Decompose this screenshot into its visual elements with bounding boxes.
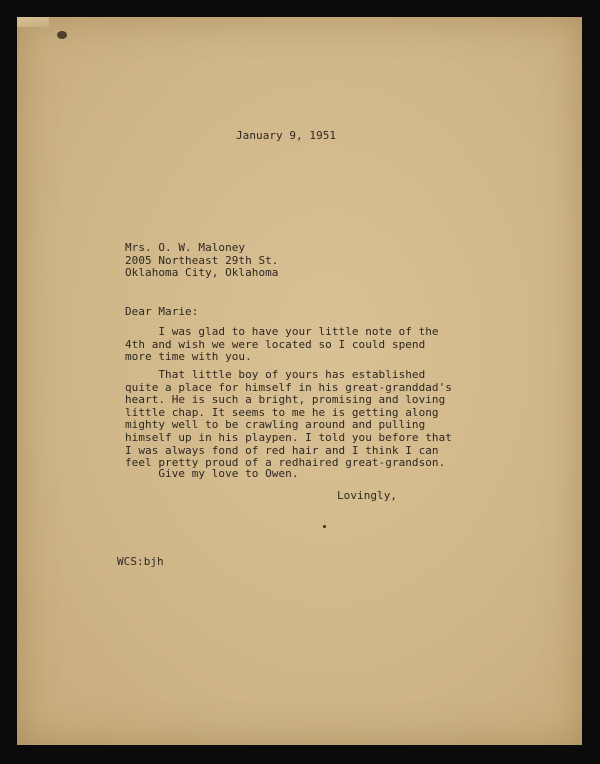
address-line: Mrs. O. W. Maloney	[125, 241, 246, 254]
letter-page	[17, 17, 582, 745]
closing: Lovingly,	[337, 489, 398, 502]
paragraph-line: more time with you.	[125, 350, 252, 364]
paragraph-line: Give my love to Owen.	[125, 467, 299, 480]
paragraph-line: himself up in his playpen. I told you before that	[125, 430, 452, 444]
address-line: 2005 Northeast 29th St.	[125, 253, 279, 267]
address-line: Oklahoma City, Oklahoma	[125, 266, 279, 280]
paper-corner-fold	[17, 17, 49, 27]
salutation: Dear Marie:	[125, 305, 199, 318]
paragraph-line: heart. He is such a bright, promising and loving	[125, 393, 446, 407]
paragraph-1	[125, 326, 439, 364]
paragraph-line: quite a place for himself in his great-granddad's	[125, 380, 452, 394]
paragraph-line: I was glad to have your little note of the	[125, 325, 439, 338]
ink-dot	[323, 525, 326, 528]
paragraph-3	[125, 468, 299, 481]
paragraph-line: 4th and wish we were located so I could spend	[125, 337, 426, 351]
paragraph-line: little chap. It seems to me he is getting along	[125, 405, 439, 419]
paragraph-line: I was always fond of red hair and I think I can	[125, 443, 439, 457]
letter-date: January 9, 1951	[236, 129, 337, 142]
paragraph-line: feel pretty proud of a redhaired great-grandson.	[125, 456, 446, 470]
paragraph-2	[125, 369, 452, 470]
paragraph-line: That little boy of yours has established	[125, 368, 426, 381]
paragraph-line: mighty well to be crawling around and pulling	[125, 418, 426, 432]
typist-initials: WCS:bjh	[117, 555, 164, 568]
recipient-address	[125, 242, 278, 280]
ink-stain	[57, 31, 67, 39]
